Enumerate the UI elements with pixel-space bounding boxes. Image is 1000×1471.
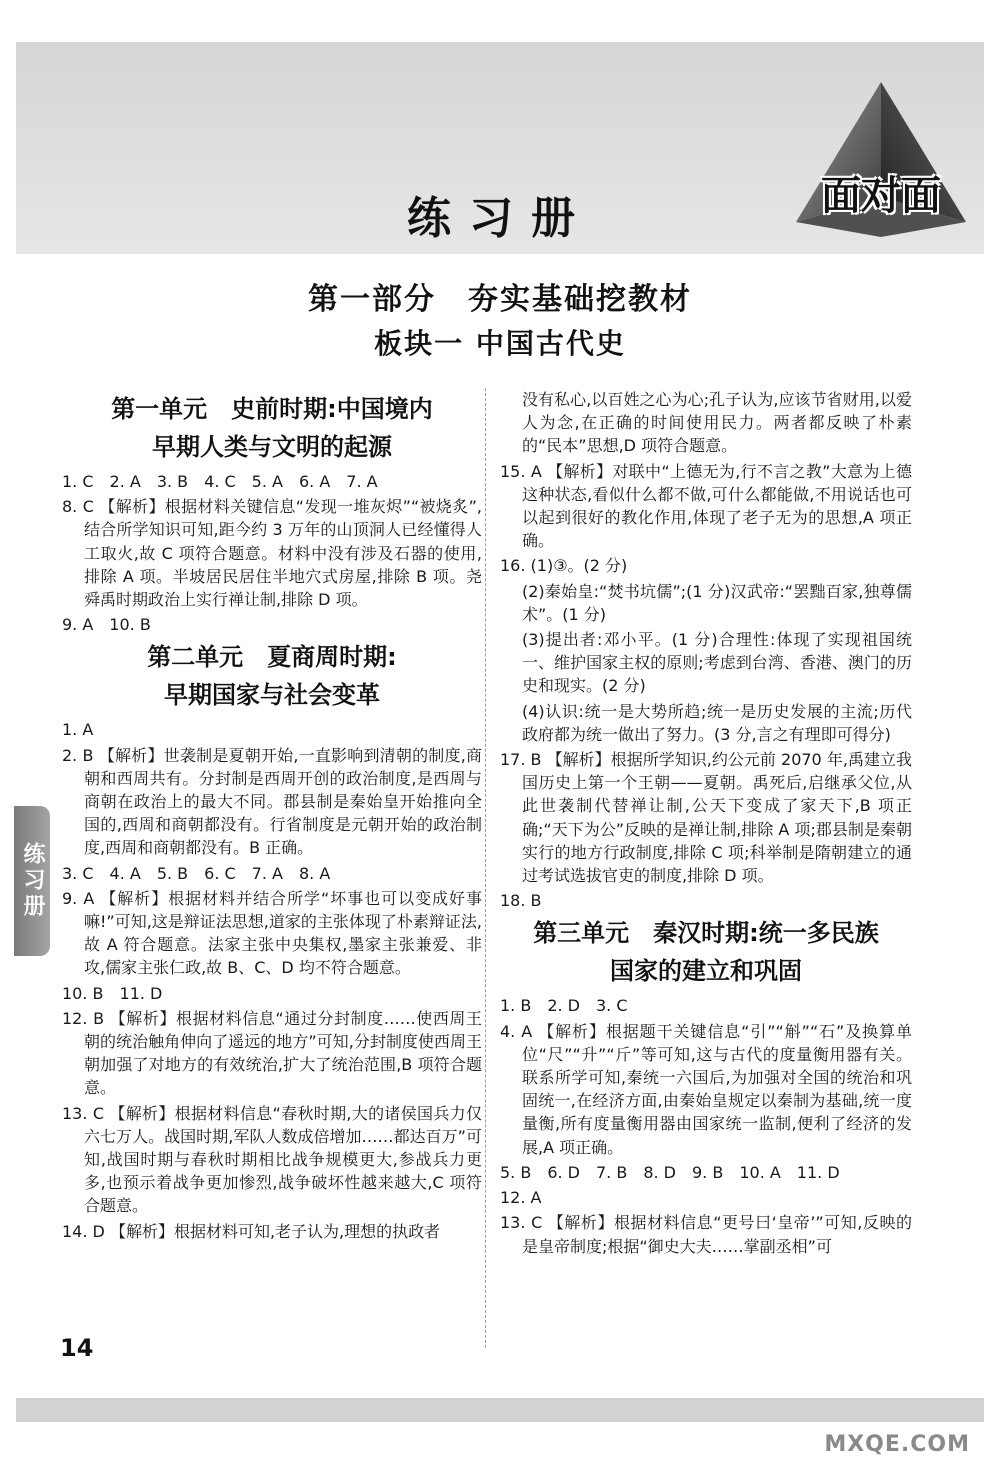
answer-item: 9. A 10. B	[62, 615, 151, 635]
answer-item: (3)提出者:邓小平。(1 分)合理性:体现了实现祖国统一、维护国家主权的原则;考虑到台湾、香港、澳门的历史和现实。(2 分)	[522, 630, 912, 696]
unit-title-line: 早期国家与社会变革	[164, 681, 380, 710]
unit-title	[500, 914, 912, 990]
answer-item: 15. A 【解析】对联中“上德无为,行不言之教”大意为上德这种状态,看似什么都不做,可什么都能做,不用说话也可以起到很好的教化作用,体现了老子无为的思想,A 项正确。	[500, 461, 912, 551]
page-number: 14	[60, 1334, 94, 1362]
answer-item: 12. B 【解析】根据材料信息“通过分封制度……使西周王朝的统治触角伸向了遥远的地方”可知,分封制度使西周王朝加强了对地方的有效统治,扩大了统治范围,B 项符合题意。	[62, 1008, 482, 1098]
pyramid-logo	[786, 72, 976, 242]
watermark: MXQE.COM	[824, 1432, 970, 1457]
unit-title-line: 第一单元 史前时期:中国境内	[111, 395, 433, 423]
unit-title	[62, 638, 482, 714]
answer-item: 13. C 【解析】根据材料信息“更号曰‘皇帝’”可知,反映的是皇帝制度;根据“御史大夫……掌副丞相”可	[500, 1213, 912, 1256]
answer-item: (4)认识:统一是大势所趋;统一是历史发展的主流;历代政府都为统一做出了努力。(3 分,言之有理即可得分)	[522, 701, 912, 744]
header-band	[16, 42, 984, 254]
answer-item: 10. B 11. D	[62, 983, 163, 1003]
unit-title-line: 国家的建立和巩固	[610, 957, 802, 986]
answer-item: 18. B	[500, 891, 542, 911]
unit-title-line: 第二单元 夏商周时期:	[147, 643, 397, 672]
answer-item: 3. C 4. A 5. B 6. C 7. A 8. A	[62, 863, 331, 883]
part-title: 第一部分 夯实基础挖教材	[308, 282, 692, 317]
answer-item: 1. B 2. D 3. C	[500, 996, 628, 1016]
section-subtitle: 板块一 中国古代史	[374, 327, 626, 360]
side-tab	[14, 806, 50, 956]
answer-item: 9. A 【解析】根据材料并结合所学“坏事也可以变成好事嘛!”可知,这是辩证法思想,道家的主张体现了朴素辩证法,故 A 符合题意。法家主张中央集权,墨家主张兼爱、非攻,儒家主张仁政,故 B、C、D 均不符合题意。	[62, 888, 482, 978]
unit-title	[62, 390, 482, 466]
side-tab-label: 练习册	[20, 842, 45, 920]
answer-item: 13. C 【解析】根据材料信息“春秋时期,大的诸侯国兵力仅六七万人。战国时期,军队人数成倍增加……都达百万”可知,战国时期与春秋时期相比战争规模更大,参战兵力更多,也预示着战争更加惨烈,战争破坏性越来越大,C 项符合题意。	[62, 1103, 482, 1216]
answer-item: 12. A	[500, 1188, 542, 1208]
answer-item: 5. B 6. D 7. B 8. D 9. B 10. A 11. D	[500, 1162, 840, 1182]
answer-item: 17. B 【解析】根据所学知识,约公元前 2070 年,禹建立我国历史上第一个王朝——夏朝。禹死后,启继承父位,从此世袭制代替禅让制,公天下变成了家天下,B 项正确;“天下为公”反映的是禅让制,排除 A 项;郡县制是秦朝实行的地方行政制度,排除 C 项;科举制是隋朝建立的通过考试选拔官吏的制度,排除 D 项。	[500, 750, 912, 886]
unit-title-line: 早期人类与文明的起源	[152, 433, 392, 461]
footer-band	[16, 1398, 984, 1422]
answer-item: 2. B 【解析】世袭制是夏朝开始,一直影响到清朝的制度,商朝和西周共有。分封制是西周开创的政治制度,是西周与商朝在政治上的最大不同。郡县制是秦始皇开始推向全国的,西周和商朝都没有。行省制度是元朝开始的政治制度,西周和商朝都没有。B 正确。	[62, 745, 482, 858]
answer-item: 没有私心,以百姓之心为心;孔子认为,应该节省财用,以爱人为念,在正确的时间使用民力。两者都反映了朴素的“民本”思想,D 项符合题意。	[522, 390, 912, 456]
answer-item: 1. A	[62, 720, 94, 740]
logo-text: 面对面	[821, 173, 941, 219]
answer-item: 16. (1)③。(2 分)	[500, 556, 628, 576]
right-column	[500, 388, 912, 1260]
answer-item: (2)秦始皇:“焚书坑儒”;(1 分)汉武帝:“罢黜百家,独尊儒术”。(1 分)	[522, 581, 912, 624]
column-divider	[485, 388, 486, 1348]
answer-item: 8. C 【解析】根据材料关键信息“发现一堆灰烬”“被烧炙”,结合所学知识可知,距今约 3 万年的山顶洞人已经懂得人工取火,故 C 项符合题意。材料中没有涉及石器的使用,排除 A 项。半坡居民居住半地穴式房屋,排除 B 项。尧舜禹时期政治上实行禅让制,排除 D 项。	[62, 497, 482, 610]
answer-item: 1. C 2. A 3. B 4. C 5. A 6. A 7. A	[62, 472, 378, 491]
page-title: 练习册	[407, 193, 593, 244]
answer-item: 14. D 【解析】根据材料可知,老子认为,理想的执政者	[62, 1221, 441, 1241]
unit-title-line: 第三单元 秦汉时期:统一多民族	[533, 919, 879, 948]
left-column	[62, 388, 482, 1245]
answer-item: 4. A 【解析】根据题干关键信息“引”“斛”“石”及换算单位“尺”“升”“斤”等可知,这与古代的度量衡用器有关。联系所学可知,秦统一六国后,为加强对全国的统治和巩固统一,在经济方面,由秦始皇规定以秦制为基础,统一度量衡,所有度量衡用器由国家统一监制,便利了经济的发展,A 项正确。	[500, 1021, 912, 1157]
